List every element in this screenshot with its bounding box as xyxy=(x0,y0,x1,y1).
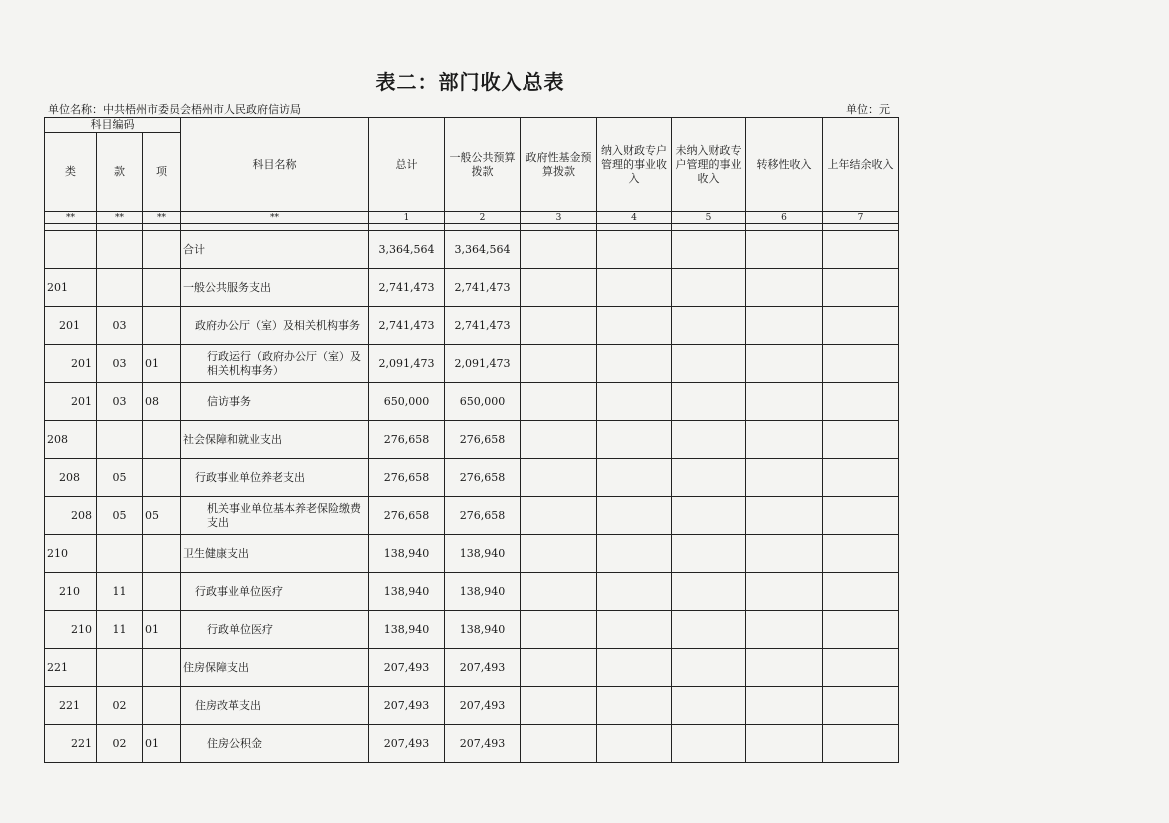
cell-subject-name: 行政事业单位医疗 xyxy=(181,573,369,611)
cell-in-special-account xyxy=(597,611,672,649)
cell-in-special-account xyxy=(597,649,672,687)
index-cell: ** xyxy=(181,212,369,224)
table-row xyxy=(45,535,899,573)
cell-not-special-account xyxy=(672,725,746,763)
cell-kuan: 05 xyxy=(97,497,143,535)
cell-gov-fund xyxy=(521,535,597,573)
cell-in-special-account xyxy=(597,497,672,535)
cell-xiang: 01 xyxy=(143,725,181,763)
cell-total: 650,000 xyxy=(369,383,445,421)
table-row xyxy=(45,459,899,497)
cell-total: 2,741,473 xyxy=(369,269,445,307)
cell-transfer xyxy=(746,383,823,421)
cell-carryover xyxy=(823,269,899,307)
cell-subject-name: 卫生健康支出 xyxy=(181,535,369,573)
cell-kuan xyxy=(97,421,143,459)
cell-general-budget: 276,658 xyxy=(445,459,521,497)
cell-subject-name: 政府办公厅（室）及相关机构事务 xyxy=(181,307,369,345)
cell-carryover xyxy=(823,687,899,725)
cell-lei: 210 xyxy=(45,573,97,611)
table-row xyxy=(45,345,899,383)
cell-xiang xyxy=(143,231,181,269)
cell-in-special-account xyxy=(597,687,672,725)
cell-not-special-account xyxy=(672,269,746,307)
header-kuan: 款 xyxy=(97,133,143,212)
cell-in-special-account xyxy=(597,573,672,611)
cell-kuan: 03 xyxy=(97,345,143,383)
cell-transfer xyxy=(746,611,823,649)
table-row xyxy=(45,687,899,725)
header-total: 总计 xyxy=(369,118,445,212)
cell-carryover xyxy=(823,573,899,611)
cell-total: 2,741,473 xyxy=(369,307,445,345)
index-cell: 3 xyxy=(521,212,597,224)
table-row xyxy=(45,649,899,687)
cell-general-budget: 276,658 xyxy=(445,497,521,535)
cell-general-budget: 2,741,473 xyxy=(445,307,521,345)
header-subject-code: 科目编码 xyxy=(45,118,181,133)
header-in-special-account: 纳入财政专户管理的事业收入 xyxy=(597,118,672,212)
cell-carryover xyxy=(823,231,899,269)
cell-not-special-account xyxy=(672,345,746,383)
cell-xiang xyxy=(143,573,181,611)
cell-gov-fund xyxy=(521,459,597,497)
cell-kuan: 03 xyxy=(97,307,143,345)
cell-lei: 221 xyxy=(45,725,97,763)
cell-subject-name: 机关事业单位基本养老保险缴费支出 xyxy=(181,497,369,535)
cell-subject-name: 合计 xyxy=(181,231,369,269)
cell-lei: 201 xyxy=(45,269,97,307)
cell-xiang: 08 xyxy=(143,383,181,421)
cell-transfer xyxy=(746,307,823,345)
cell-xiang xyxy=(143,535,181,573)
index-cell: ** xyxy=(97,212,143,224)
cell-not-special-account xyxy=(672,535,746,573)
cell-xiang: 01 xyxy=(143,611,181,649)
cell-transfer xyxy=(746,649,823,687)
cell-lei: 210 xyxy=(45,535,97,573)
index-row xyxy=(45,212,899,224)
cell-carryover xyxy=(823,725,899,763)
cell-gov-fund xyxy=(521,307,597,345)
header-subject-name: 科目名称 xyxy=(181,118,369,212)
cell-transfer xyxy=(746,345,823,383)
cell-not-special-account xyxy=(672,649,746,687)
cell-in-special-account xyxy=(597,231,672,269)
cell-kuan: 05 xyxy=(97,459,143,497)
cell-not-special-account xyxy=(672,421,746,459)
cell-lei: 208 xyxy=(45,459,97,497)
cell-not-special-account xyxy=(672,611,746,649)
index-cell: 7 xyxy=(823,212,899,224)
cell-subject-name: 住房保障支出 xyxy=(181,649,369,687)
cell-xiang: 01 xyxy=(143,345,181,383)
index-cell: 5 xyxy=(672,212,746,224)
cell-total: 3,364,564 xyxy=(369,231,445,269)
cell-general-budget: 207,493 xyxy=(445,725,521,763)
cell-kuan xyxy=(97,649,143,687)
cell-in-special-account xyxy=(597,535,672,573)
table-row xyxy=(45,421,899,459)
table-row xyxy=(45,383,899,421)
cell-transfer xyxy=(746,269,823,307)
cell-subject-name: 住房改革支出 xyxy=(181,687,369,725)
header-lei: 类 xyxy=(45,133,97,212)
cell-general-budget: 276,658 xyxy=(445,421,521,459)
cell-carryover xyxy=(823,497,899,535)
cell-general-budget: 3,364,564 xyxy=(445,231,521,269)
index-cell: ** xyxy=(45,212,97,224)
cell-kuan: 11 xyxy=(97,611,143,649)
cell-gov-fund xyxy=(521,649,597,687)
table-row xyxy=(45,611,899,649)
cell-carryover xyxy=(823,459,899,497)
cell-transfer xyxy=(746,497,823,535)
income-table xyxy=(44,117,899,763)
cell-transfer xyxy=(746,421,823,459)
index-cell: 4 xyxy=(597,212,672,224)
cell-total: 138,940 xyxy=(369,535,445,573)
header-transfer: 转移性收入 xyxy=(746,118,823,212)
cell-total: 138,940 xyxy=(369,611,445,649)
header-general-budget: 一般公共预算拨款 xyxy=(445,118,521,212)
cell-lei: 201 xyxy=(45,307,97,345)
cell-general-budget: 138,940 xyxy=(445,535,521,573)
cell-total: 276,658 xyxy=(369,497,445,535)
cell-xiang: 05 xyxy=(143,497,181,535)
table-body xyxy=(45,231,899,763)
cell-lei xyxy=(45,231,97,269)
cell-in-special-account xyxy=(597,459,672,497)
cell-general-budget: 138,940 xyxy=(445,573,521,611)
cell-gov-fund xyxy=(521,269,597,307)
cell-not-special-account xyxy=(672,497,746,535)
cell-in-special-account xyxy=(597,421,672,459)
cell-xiang xyxy=(143,649,181,687)
cell-carryover xyxy=(823,611,899,649)
cell-lei: 210 xyxy=(45,611,97,649)
cell-general-budget: 207,493 xyxy=(445,649,521,687)
cell-lei: 208 xyxy=(45,497,97,535)
cell-transfer xyxy=(746,231,823,269)
cell-transfer xyxy=(746,535,823,573)
index-cell: ** xyxy=(143,212,181,224)
table-row xyxy=(45,269,899,307)
cell-gov-fund xyxy=(521,345,597,383)
cell-subject-name: 社会保障和就业支出 xyxy=(181,421,369,459)
cell-gov-fund xyxy=(521,421,597,459)
cell-carryover xyxy=(823,421,899,459)
header-xiang: 项 xyxy=(143,133,181,212)
cell-carryover xyxy=(823,535,899,573)
cell-xiang xyxy=(143,307,181,345)
cell-general-budget: 2,741,473 xyxy=(445,269,521,307)
cell-in-special-account xyxy=(597,345,672,383)
cell-subject-name: 行政单位医疗 xyxy=(181,611,369,649)
cell-total: 276,658 xyxy=(369,459,445,497)
header-not-special-account: 未纳入财政专户管理的事业收入 xyxy=(672,118,746,212)
cell-not-special-account xyxy=(672,231,746,269)
cell-gov-fund xyxy=(521,497,597,535)
header-carryover: 上年结余收入 xyxy=(823,118,899,212)
cell-xiang xyxy=(143,687,181,725)
cell-xiang xyxy=(143,421,181,459)
cell-in-special-account xyxy=(597,269,672,307)
cell-subject-name: 行政事业单位养老支出 xyxy=(181,459,369,497)
table-row xyxy=(45,497,899,535)
cell-carryover xyxy=(823,307,899,345)
cell-general-budget: 207,493 xyxy=(445,687,521,725)
cell-not-special-account xyxy=(672,687,746,725)
cell-kuan xyxy=(97,231,143,269)
cell-total: 207,493 xyxy=(369,725,445,763)
cell-subject-name: 住房公积金 xyxy=(181,725,369,763)
unit-name-label: 单位名称：中共梧州市委员会梧州市人民政府信访局 xyxy=(48,103,301,116)
cell-gov-fund xyxy=(521,383,597,421)
index-cell: 2 xyxy=(445,212,521,224)
cell-carryover xyxy=(823,345,899,383)
cell-transfer xyxy=(746,573,823,611)
cell-gov-fund xyxy=(521,231,597,269)
cell-total: 276,658 xyxy=(369,421,445,459)
cell-kuan: 03 xyxy=(97,383,143,421)
cell-transfer xyxy=(746,725,823,763)
cell-xiang xyxy=(143,269,181,307)
cell-carryover xyxy=(823,649,899,687)
cell-in-special-account xyxy=(597,383,672,421)
cell-gov-fund xyxy=(521,687,597,725)
cell-lei: 201 xyxy=(45,383,97,421)
currency-unit-label: 单位：元 xyxy=(846,103,890,116)
cell-in-special-account xyxy=(597,307,672,345)
cell-total: 138,940 xyxy=(369,573,445,611)
cell-not-special-account xyxy=(672,383,746,421)
cell-lei: 208 xyxy=(45,421,97,459)
cell-not-special-account xyxy=(672,573,746,611)
table-row xyxy=(45,307,899,345)
cell-gov-fund xyxy=(521,611,597,649)
table-row xyxy=(45,725,899,763)
page-title: 表二：部门收入总表 xyxy=(375,70,565,94)
cell-kuan: 02 xyxy=(97,725,143,763)
cell-xiang xyxy=(143,459,181,497)
cell-lei: 221 xyxy=(45,687,97,725)
cell-general-budget: 138,940 xyxy=(445,611,521,649)
cell-gov-fund xyxy=(521,573,597,611)
cell-gov-fund xyxy=(521,725,597,763)
cell-transfer xyxy=(746,687,823,725)
cell-subject-name: 行政运行（政府办公厅（室）及相关机构事务） xyxy=(181,345,369,383)
cell-kuan: 02 xyxy=(97,687,143,725)
cell-kuan xyxy=(97,535,143,573)
cell-not-special-account xyxy=(672,307,746,345)
header-gov-fund: 政府性基金预算拨款 xyxy=(521,118,597,212)
cell-total: 207,493 xyxy=(369,649,445,687)
cell-total: 207,493 xyxy=(369,687,445,725)
cell-transfer xyxy=(746,459,823,497)
cell-subject-name: 一般公共服务支出 xyxy=(181,269,369,307)
cell-carryover xyxy=(823,383,899,421)
cell-in-special-account xyxy=(597,725,672,763)
cell-general-budget: 650,000 xyxy=(445,383,521,421)
cell-kuan xyxy=(97,269,143,307)
table-row xyxy=(45,231,899,269)
cell-lei: 221 xyxy=(45,649,97,687)
cell-not-special-account xyxy=(672,459,746,497)
cell-lei: 201 xyxy=(45,345,97,383)
cell-general-budget: 2,091,473 xyxy=(445,345,521,383)
cell-total: 2,091,473 xyxy=(369,345,445,383)
cell-kuan: 11 xyxy=(97,573,143,611)
table-row xyxy=(45,573,899,611)
index-cell: 1 xyxy=(369,212,445,224)
cell-subject-name: 信访事务 xyxy=(181,383,369,421)
index-cell: 6 xyxy=(746,212,823,224)
